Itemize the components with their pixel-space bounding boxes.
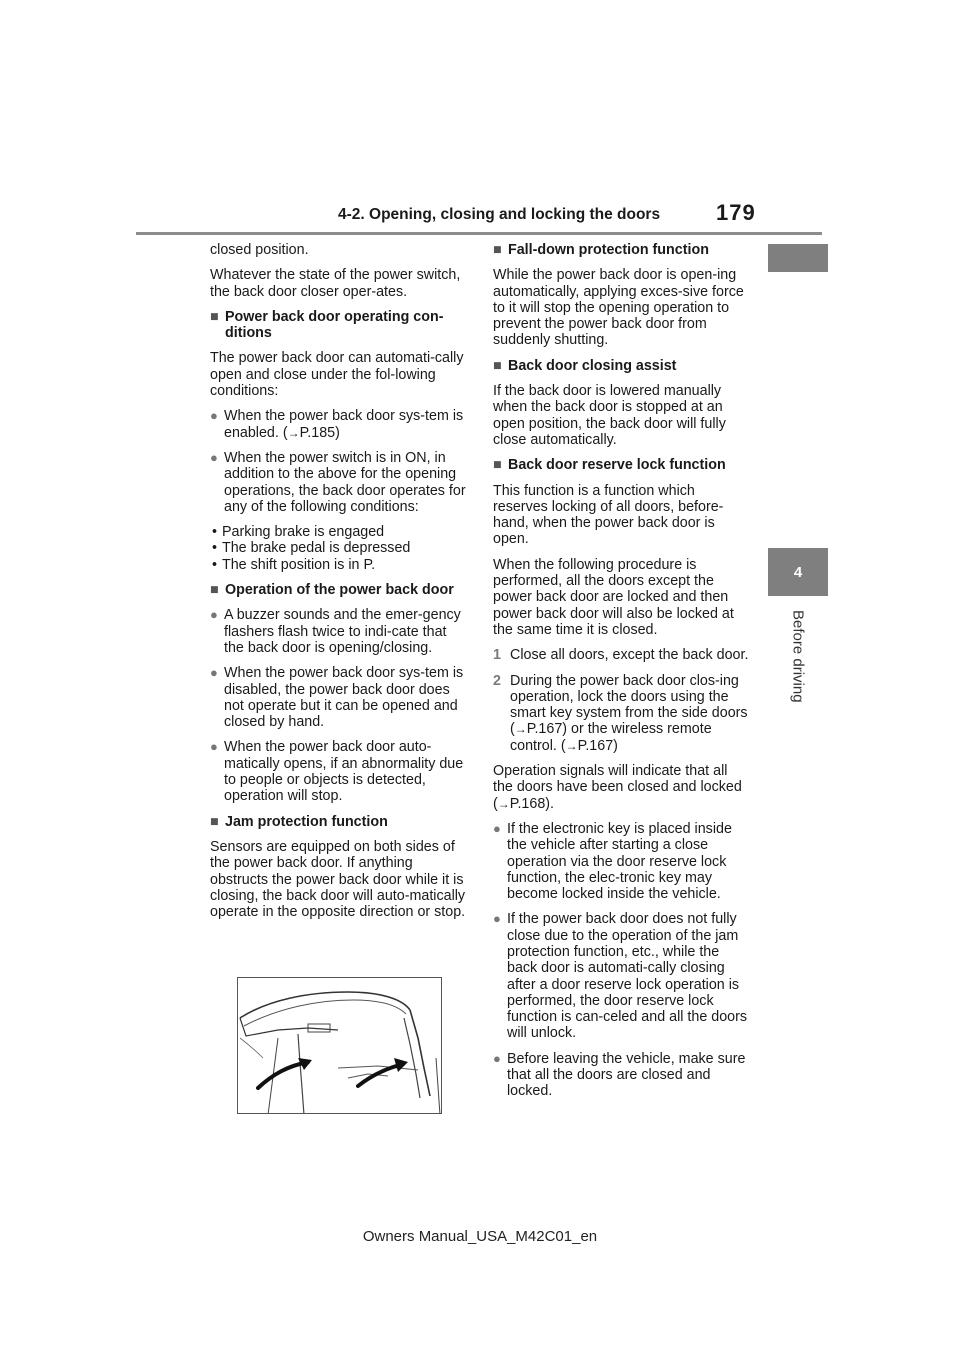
square-bullet-icon: ■ (493, 457, 502, 474)
sub-list-item: • Parking brake is engaged (212, 524, 385, 541)
page-reference-link[interactable]: P.168). (509, 795, 555, 812)
list-item (493, 821, 751, 902)
step-item (493, 673, 751, 754)
sub-item-text: The shift position is in P. (222, 556, 376, 573)
back-door-illustration-svg (238, 978, 442, 1114)
bullet-text: Before leaving the vehicle, make sure that all the doors are closed and locked. (507, 1050, 746, 1100)
chapter-number-tab: 4 (768, 548, 828, 596)
paragraph-operation-signals (493, 763, 751, 812)
heading-jam-protection (210, 814, 468, 830)
heading-text: Jam protection function (225, 813, 388, 830)
circle-bullet-icon: ● (210, 665, 218, 681)
sub-list-item: • The shift position is in P. (212, 556, 376, 573)
heading-fall-down-protection (493, 242, 751, 258)
sub-item-text: Parking brake is engaged (222, 524, 385, 541)
step-number: 1 (493, 647, 501, 664)
heading-text: Operation of the power back door (225, 582, 454, 599)
list-item (210, 408, 468, 441)
paragraph-reserve-lock-intro: This function is a function which reserves locking of all doors, before-hand, when the power back door is open. (493, 482, 724, 548)
heading-text: Power back door operating con-ditions (225, 308, 444, 342)
bullet-text: A buzzer sounds and the emer-gency flashers flash twice to indi-cate that the back door is opening/closing. (224, 607, 461, 656)
header-divider (136, 232, 822, 235)
paragraph-back-door-closer: Whatever the state of the power switch, the back door closer oper-ates. (210, 267, 461, 300)
paragraph-reserve-lock-procedure: When the following procedure is performed, all the doors except the power back door are locked and then power back door will also be locked at the same time it is closed. (493, 556, 734, 638)
sub-list-item: • The brake pedal is depressed (212, 540, 411, 557)
circle-bullet-icon: ● (210, 739, 218, 755)
left-column (210, 242, 468, 929)
step-text: During the power back door clos-ing operation, lock the doors using the smart key system from the side doors ( (510, 672, 748, 738)
paragraph-closed-position: closed position. (210, 242, 309, 258)
page-reference-link[interactable]: P.167) (577, 737, 618, 754)
step-text: Close all doors, except the back door. (510, 647, 749, 664)
arrow-right-icon: → (287, 425, 300, 440)
heading-operation (210, 582, 468, 598)
circle-bullet-icon: ● (493, 820, 501, 836)
list-item (493, 911, 751, 1041)
bullet-text: If the electronic key is placed inside the vehicle after starting a close operation via the door reserve lock function, the elec-tronic key may become locked inside the vehicle. (507, 820, 732, 903)
heading-closing-assist (493, 358, 751, 374)
page-number: 179 (716, 200, 756, 225)
circle-bullet-icon: ● (210, 408, 218, 424)
heading-text: Fall-down protection function (508, 242, 709, 258)
list-item (210, 665, 468, 730)
footer-manual-id: Owners Manual_USA_M42C01_en (362, 1228, 598, 1245)
list-item (210, 450, 468, 515)
bullet-text: When the power switch is in ON, in addition to the above for the opening operations, the back door operates for any of the following conditions: (224, 449, 466, 515)
square-bullet-icon: ■ (493, 242, 502, 258)
step-item (493, 647, 751, 663)
paragraph-text: Operation signals will indicate that all the doors have been closed and locked ( (493, 763, 742, 812)
square-bullet-icon: ■ (210, 308, 219, 325)
page-reference-link[interactable]: P.185) (299, 424, 340, 441)
bullet-text: When the power back door auto-matically opens, if an abnormality due to people or objects is detected, operation will stop. (224, 739, 464, 805)
right-column (493, 242, 751, 1109)
back-door-sensor-illustration (237, 977, 442, 1114)
arrow-right-icon: → (565, 738, 578, 753)
circle-bullet-icon: ● (210, 607, 218, 623)
chapter-label: Before driving (789, 610, 807, 703)
square-bullet-icon: ■ (210, 582, 219, 599)
arrow-right-icon: → (497, 796, 510, 811)
bullet-text: If the power back door does not fully close due to the operation of the jam protection function, etc., while the back door is automati-cally closing after a door reserve lock operation is performed, the door reserve lock function is can-celed and all the doors will unlock. (507, 911, 748, 1042)
side-tab-marker (768, 244, 828, 272)
paragraph-jam-protection: Sensors are equipped on both sides of the power back door. If anything obstructs the power back door while it is closing, the back door will auto-matically operate in the opposite direction or stop. (210, 838, 466, 921)
section-title: 4-2. Opening, closing and locking the doors (338, 206, 661, 223)
sub-item-text: The brake pedal is depressed (222, 540, 411, 557)
circle-bullet-icon: ● (493, 1050, 501, 1066)
square-bullet-icon: ■ (493, 357, 502, 374)
bullet-text: When the power back door sys-tem is disabled, the power back door does not operate but it can be opened and closed by hand. (224, 665, 464, 731)
list-item (210, 607, 468, 656)
bullet-text: When the power back door sys-tem is enabled. ( (224, 408, 464, 441)
square-bullet-icon: ■ (210, 813, 219, 830)
list-item (493, 1051, 751, 1100)
heading-operating-conditions (210, 309, 468, 342)
sub-condition-list (210, 524, 468, 573)
page-reference-link[interactable]: P.167) or the wireless remote control. ( (510, 721, 712, 754)
heading-text: Back door reserve lock function (508, 457, 726, 474)
step-number: 2 (493, 672, 501, 689)
list-item (210, 739, 468, 804)
circle-bullet-icon: ● (493, 911, 501, 927)
heading-reserve-lock (493, 457, 751, 473)
paragraph-conditions: The power back door can automati-cally open and close under the fol-lowing conditions: (210, 350, 464, 400)
paragraph-closing-assist: If the back door is lowered manually when the back door is stopped at an open position, the back door will fully close automatically. (493, 383, 726, 448)
arrow-right-icon: → (514, 722, 527, 737)
heading-text: Back door closing assist (508, 357, 677, 374)
circle-bullet-icon: ● (210, 449, 218, 465)
paragraph-fall-down: While the power back door is open-ing automatically, applying exces-sive force to it will stop the opening operation to prevent the power back door from suddenly shutting. (493, 267, 744, 349)
